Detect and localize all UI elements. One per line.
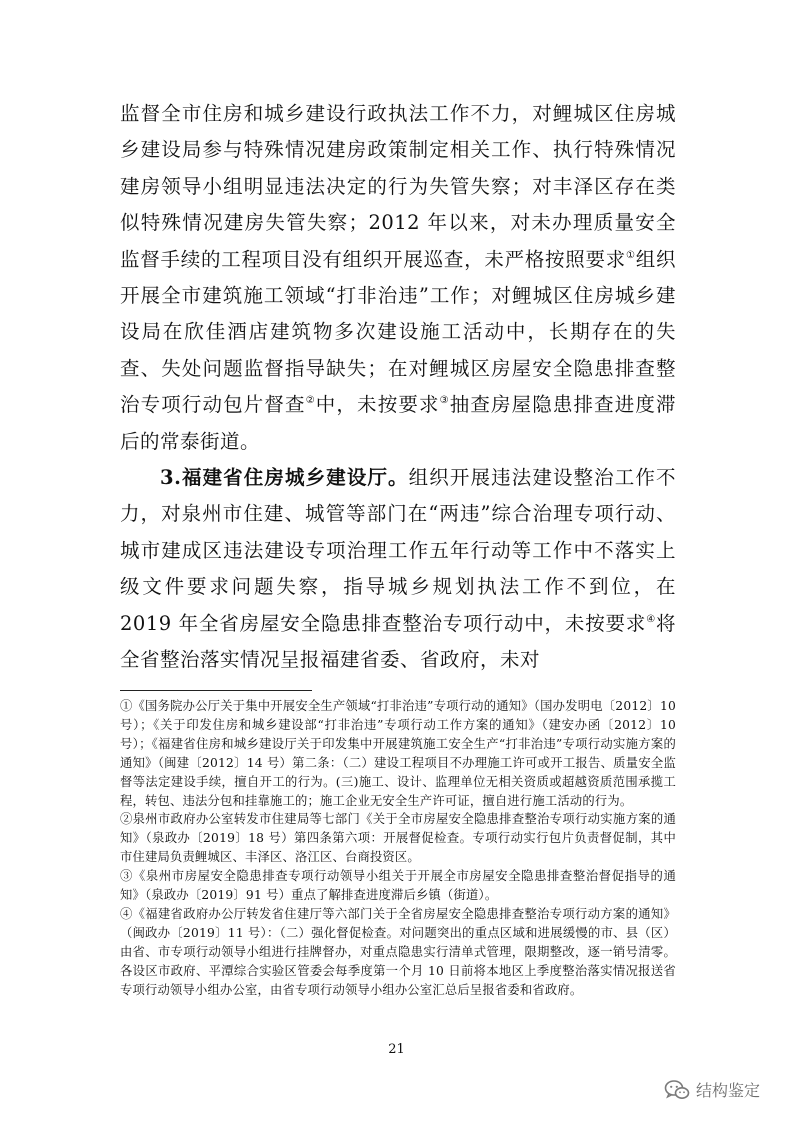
wechat-icon [664,1079,690,1101]
watermark [664,1078,760,1101]
footnote-ref-2[interactable]: ② [305,395,316,407]
footnotes [120,697,676,1000]
section-heading: 3.福建省住房城乡建设厅。 [160,466,409,490]
page-number: 21 [388,1042,405,1057]
footnote-ref-1[interactable]: ① [626,249,636,261]
footnote-1: ①《国务院办公厅关于集中开展安全生产领域“打非治违”专项行动的通知》（国办发明电〔2012〕10 号）；《关于印发住房和城乡建设部“打非治违”专项行动工作方案的通知》（建安办函〔2012〕10 号）；《福建省住房和城乡建设厅关于印发集中开展建筑施工安全生产“打非治违”专项行动实施方案的通知》（闽建〔2012〕14 号）第二条：（二）建设工程项目不办理施工许可或开工报告、质量安全监督等法定建设手续，擅自开工的行为。(三)施工、设计、监理单位无相关资质或超越资质范围承揽工程，转包、违法分包和挂靠施工的；施工企业无安全生产许可证，擅自进行施工活动的行为。 [120,699,676,808]
footnote-divider [120,690,312,691]
paragraph-2: 3.福建省住房城乡建设厅。组织开展违法建设整治工作不力，对泉州市住建、城管等部门在“两违”综合治理专项行动、城市建成区违法建设专项治理工作五年行动等工作中不落实上级文件要求问题失察，指导城乡规划执法工作不到位，在 2019 年全省房屋安全隐患排查整治专项行动中，未按要求④将全省整治落实情况呈报福建省委、省政府，未对 [120,466,676,672]
paragraph-1: 监督全市住房和城乡建设行政执法工作不力，对鲤城区住房城乡建设局参与特殊情况建房政策制定相关工作、执行特殊情况建房领导小组明显违法决定的行为失管失察；对丰泽区存在类似特殊情况建房失管失察；2012 年以来，对未办理质量安全监督手续的工程项目没有组织开展巡查，未严格按照要求①组织开展全市建筑施工领域“打非治违”工作；对鲤城区住房城乡建设局在欣佳酒店建筑物多次建设施工活动中，长期存在的失查、失处问题监督指导缺失；在对鲤城区房屋安全隐患排查整治专项行动包片督查②中，未按要求③抽查房屋隐患排查进度滞后的常泰街道。 [120,102,677,453]
footnote-4: ④《福建省政府办公厅转发省住建厅等六部门关于全省房屋安全隐患排查整治专项行动方案的通知》（闽政办〔2019〕11 号）：（二）强化督促检查。对问题突出的重点区域和进展缓慢的市、县（区）由省、市专项行动领导小组进行挂牌督办，对重点隐患实行清单式管理，限期整改，逐一销号清零。各设区市政府、平潭综合实验区管委会每季度第一个月 10 日前将本地区上季度整治落实情况报送省专项行动领导小组办公室，由省专项行动领导小组办公室汇总后呈报省委和省政府。 [120,906,676,997]
footnote-3: ③《泉州市房屋安全隐患排查专项行动领导小组关于开展全市房屋安全隐患排查整治督促指导的通知》（泉政办〔2019〕91 号）重点了解排查进度滞后乡镇（街道）。 [120,869,676,903]
footnote-2: ②泉州市政府办公室转发市住建局等七部门《关于全市房屋安全隐患排查整治专项行动实施方案的通知》（泉政办〔2019〕18 号）第四条第六项：开展督促检查。专项行动实行包片负责督促制，其中市住建局负责鲤城区、丰泽区、洛江区、台商投资区。 [120,812,676,865]
watermark-label: 结构鉴定 [696,1081,761,1100]
footnote-ref-3[interactable]: ③ [439,395,450,407]
body-text [120,96,676,679]
footnote-ref-4[interactable]: ④ [646,613,656,625]
